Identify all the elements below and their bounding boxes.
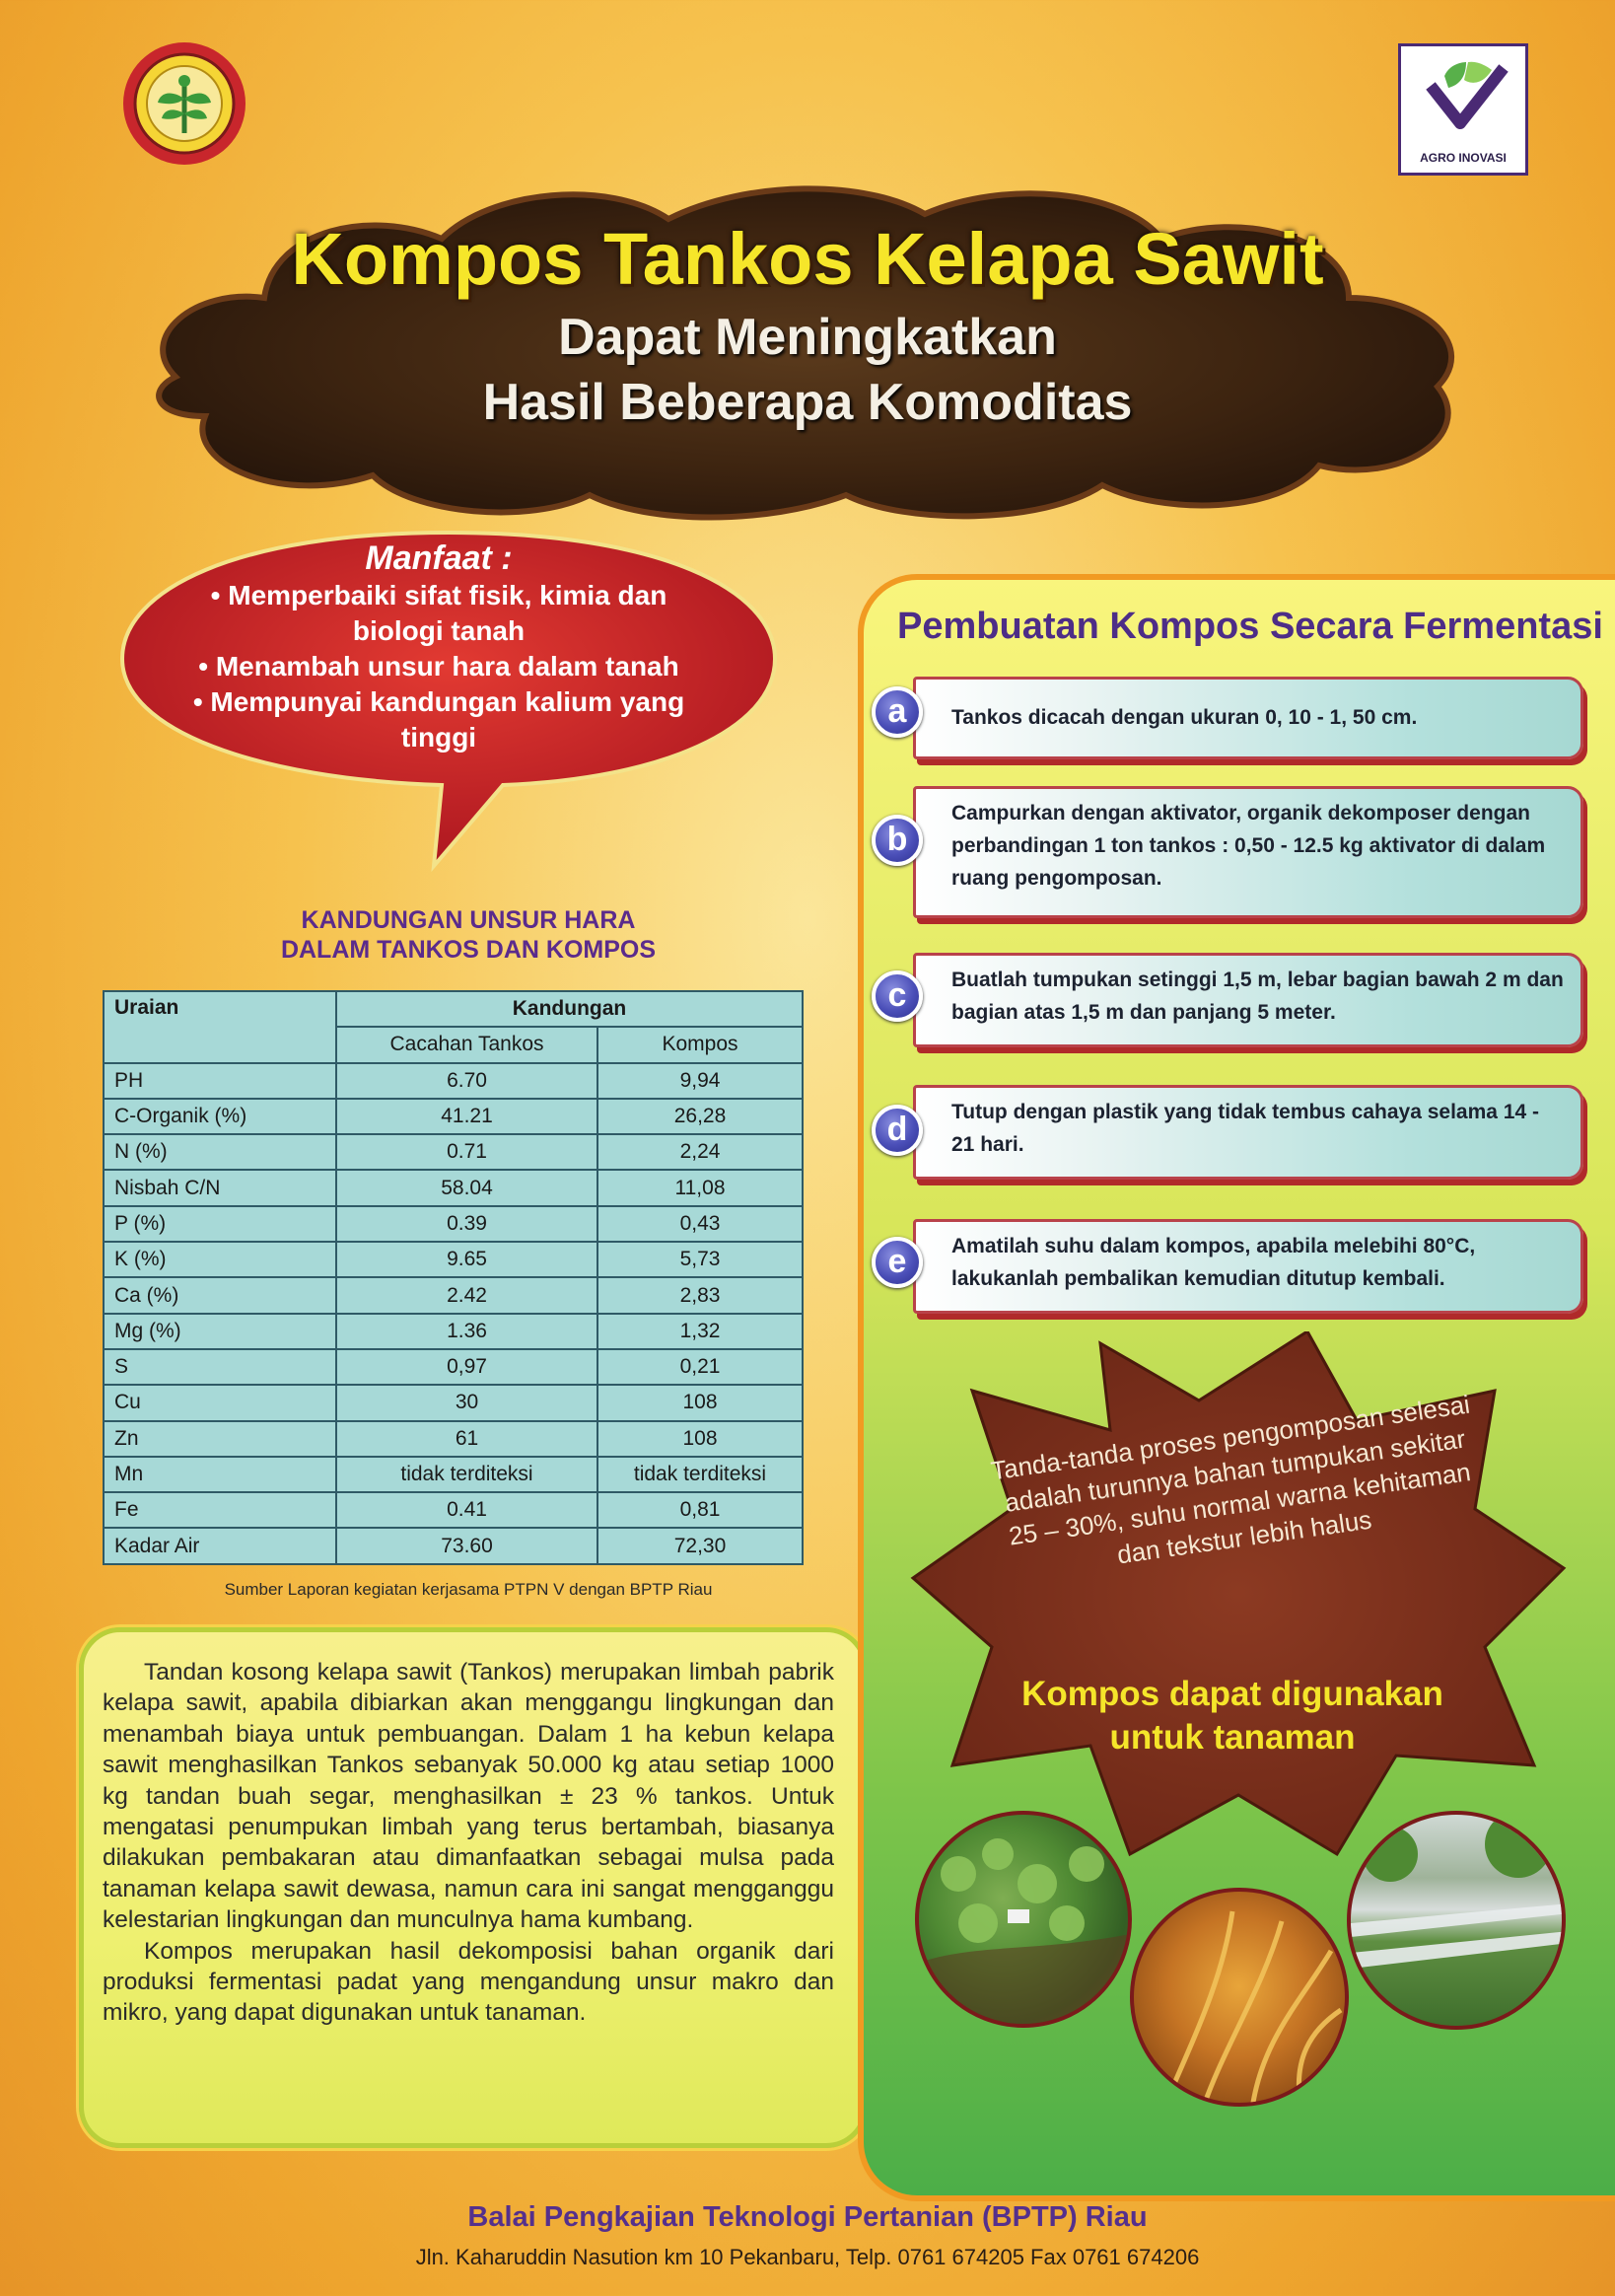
row-label: Cu: [104, 1385, 336, 1420]
step-d-box: [913, 1085, 1583, 1180]
step-e-badge: e: [872, 1237, 923, 1288]
footer-address: Jln. Kaharuddin Nasution km 10 Pekanbaru, Telp. 0761 674205 Fax 0761 674206: [415, 2245, 1200, 2269]
cell-kompos: 9,94: [597, 1063, 803, 1099]
row-label: Mg (%): [104, 1314, 336, 1349]
page-subtitle-line1: Dapat Meningkatkan: [558, 309, 1057, 366]
starburst-text: Tanda-tanda proses pengomposan selesai adalah turunnya bahan tumpukan sekitar 25 – 30%, suhu normal warna kehitaman dan tekstur lebih halus: [989, 1389, 1473, 1570]
rice-illustration: [1134, 1892, 1349, 2107]
manfaat-item: • Menambah unsur hara dalam tanah: [198, 651, 679, 682]
step-b-text: Campurkan dengan aktivator, organik dekomposer dengan perbandingan 1 ton tankos : 0,50 - 12.5 kg aktivator di dalam ruang pengomposan.: [951, 802, 1546, 890]
nutrient-table: [103, 990, 804, 1565]
manfaat-item: • Mempunyai kandungan kalium yang tinggi: [192, 686, 685, 753]
row-label: C-Organik (%): [104, 1099, 336, 1134]
step-c-box: [913, 953, 1583, 1047]
cell-kompos: 5,73: [597, 1242, 803, 1277]
cell-kompos: 0,21: [597, 1349, 803, 1385]
manfaat-title: Manfaat :: [365, 539, 513, 577]
starburst-highlight: Kompos dapat digunakan untuk tanaman: [1021, 1675, 1443, 1757]
row-label: P (%): [104, 1206, 336, 1242]
cell-tankos: 58.04: [336, 1170, 597, 1205]
table-row: [104, 1170, 803, 1205]
cell-kompos: 1,32: [597, 1314, 803, 1349]
footer-organization: Balai Pengkajian Teknologi Pertanian (BPTP) Riau: [467, 2201, 1148, 2233]
row-label: Fe: [104, 1492, 336, 1528]
step-b-badge: b: [872, 815, 923, 866]
row-label: K (%): [104, 1242, 336, 1277]
manfaat-list: [163, 578, 715, 755]
table-source-note: Sumber Laporan kegiatan kerjasama PTPN V dengan BPTP Riau: [224, 1580, 713, 1599]
cell-tankos: 73.60: [336, 1528, 597, 1563]
step-a-text: Tankos dicacah dengan ukuran 0, 10 - 1, 50 cm.: [951, 706, 1418, 729]
agro-inovasi-logo: [1398, 43, 1528, 176]
row-label: Mn: [104, 1457, 336, 1492]
description-paragraph-1: Tandan kosong kelapa sawit (Tankos) merupakan limbah pabrik kelapa sawit, apabila dibiarkan akan menggangu lingkungan dan menambah biaya untuk pembuangan. Dalam 1 ha kebun kelapa sawit menghasilkan Tankos sebanyak 50.000 kg atau setiap 1000 kg tandan buah segar, menghasilkan ± 23 % tankos. Untuk mengatasi penumpukan limbah yang terus bertambah, biasanya dilakukan pembakaran atau dimanfaatkan sebagai mulsa pada tanaman kelapa sawit dewasa, namun cara ini sangat mengganggu kelestarian lingkungan dan munculnya hama kumbang.: [103, 1659, 834, 1934]
step-c-badge: c: [872, 970, 923, 1022]
row-label: N (%): [104, 1134, 336, 1170]
cell-tankos: 30: [336, 1385, 597, 1420]
table-row: [104, 1528, 803, 1563]
table-body: [104, 1063, 803, 1564]
table-row: [104, 1457, 803, 1492]
table-row: [104, 1063, 803, 1099]
kementan-logo: [120, 39, 248, 168]
seedlings-illustration: [919, 1815, 1132, 2028]
step-d-text: Tutup dengan plastik yang tidak tembus cahaya selama 14 - 21 hari.: [951, 1101, 1539, 1156]
field-illustration: [1351, 1815, 1566, 2030]
row-label: Nisbah C/N: [104, 1170, 336, 1205]
cell-tankos: tidak terditeksi: [336, 1457, 597, 1492]
cell-tankos: 9.65: [336, 1242, 597, 1277]
description-paragraph-2: Kompos merupakan hasil dekomposisi bahan organik dari produksi fermentasi padat yang mengandung unsur makro dan mikro, yang dapat digunakan untuk tanaman.: [103, 1937, 834, 2027]
completion-starburst: [903, 1331, 1574, 1864]
table-title-line1: KANDUNGAN UNSUR HARA: [301, 906, 636, 934]
row-label: Ca (%): [104, 1277, 336, 1313]
agro-inovasi-label: AGRO INOVASI: [1420, 151, 1507, 165]
cell-kompos: 26,28: [597, 1099, 803, 1134]
manfaat-item: • Memperbaiki sifat fisik, kimia dan biologi tanah: [210, 580, 667, 646]
manfaat-content: [163, 538, 715, 755]
cell-kompos: 11,08: [597, 1170, 803, 1205]
header-cacahan-tankos: Cacahan Tankos: [336, 1027, 597, 1062]
cell-tankos: 0,97: [336, 1349, 597, 1385]
process-title: Pembuatan Kompos Secara Fermentasi: [897, 606, 1603, 647]
table-row: [104, 1421, 803, 1457]
table-row: [104, 1349, 803, 1385]
description-text: [103, 1657, 834, 2029]
table-title: [99, 905, 838, 965]
table-row: [104, 1242, 803, 1277]
cell-kompos: 108: [597, 1385, 803, 1420]
cell-tankos: 0.71: [336, 1134, 597, 1170]
cell-kompos: tidak terditeksi: [597, 1457, 803, 1492]
row-label: Zn: [104, 1421, 336, 1457]
photo-rice-crop: [1130, 1888, 1349, 2107]
photo-vegetable-seedlings: [915, 1811, 1132, 2028]
table-header-row: [104, 991, 803, 1027]
table-row: [104, 1206, 803, 1242]
row-label: PH: [104, 1063, 336, 1099]
step-e-text: Amatilah suhu dalam kompos, apabila melebihi 80°C, lakukanlah pembalikan kemudian ditutup kembali.: [951, 1235, 1476, 1290]
header-kompos: Kompos: [597, 1027, 803, 1062]
step-d-badge: d: [872, 1105, 923, 1156]
page-subtitle-line2: Hasil Beberapa Komoditas: [482, 374, 1133, 431]
cell-tankos: 61: [336, 1421, 597, 1457]
page-title: Kompos Tankos Kelapa Sawit: [291, 218, 1324, 300]
cell-kompos: 0,81: [597, 1492, 803, 1528]
table-title-line2: DALAM TANKOS DAN KOMPOS: [280, 936, 657, 964]
cell-tankos: 1.36: [336, 1314, 597, 1349]
header-kandungan: Kandungan: [336, 991, 803, 1027]
header-uraian: Uraian: [104, 991, 336, 1063]
cell-kompos: 72,30: [597, 1528, 803, 1563]
step-b-box: [913, 786, 1583, 918]
cell-tankos: 41.21: [336, 1099, 597, 1134]
check-leaf-icon: [1401, 46, 1525, 145]
step-a-badge: a: [872, 686, 923, 738]
table-row: [104, 1099, 803, 1134]
photo-mulched-field: [1347, 1811, 1566, 2030]
table-row: [104, 1134, 803, 1170]
table-row: [104, 1492, 803, 1528]
step-c-text: Buatlah tumpukan setinggi 1,5 m, lebar bagian bawah 2 m dan bagian atas 1,5 m dan panjang 5 meter.: [951, 969, 1564, 1024]
row-label: Kadar Air: [104, 1528, 336, 1563]
cell-kompos: 0,43: [597, 1206, 803, 1242]
table-row: [104, 1314, 803, 1349]
cell-kompos: 108: [597, 1421, 803, 1457]
row-label: S: [104, 1349, 336, 1385]
table-row: [104, 1277, 803, 1313]
step-a-box: [913, 677, 1583, 759]
cell-tankos: 6.70: [336, 1063, 597, 1099]
cell-tankos: 2.42: [336, 1277, 597, 1313]
step-e-box: [913, 1219, 1583, 1314]
cell-kompos: 2,83: [597, 1277, 803, 1313]
table-row: [104, 1385, 803, 1420]
cell-tankos: 0.39: [336, 1206, 597, 1242]
cell-kompos: 2,24: [597, 1134, 803, 1170]
cell-tankos: 0.41: [336, 1492, 597, 1528]
